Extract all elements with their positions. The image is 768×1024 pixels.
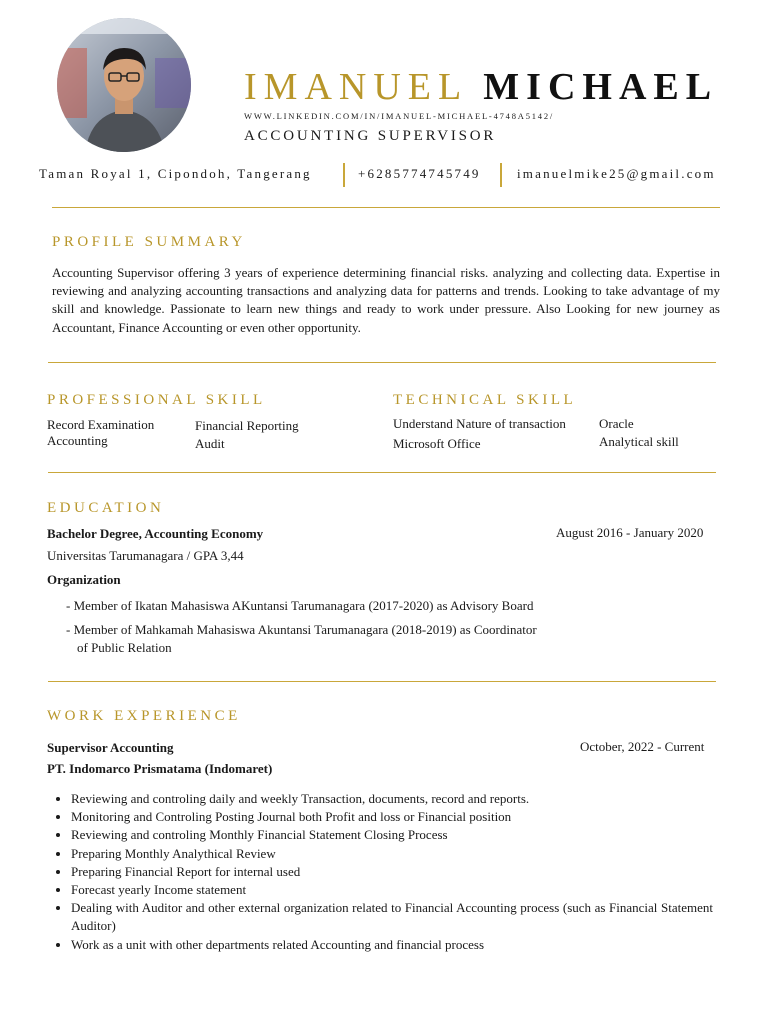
email[interactable]: imanuelmike25@gmail.com [517,166,716,181]
list-item: • Preparing Financial Report for internal used [71,863,713,881]
divider [52,207,720,208]
list-item: • Reviewing and controling daily and weekly Transaction, documents, record and reports. [71,790,713,808]
skill-item: Analytical skill [599,434,679,449]
company: PT. Indomarco Prismatama (Indomaret) [47,761,273,776]
address: Taman Royal 1, Cipondoh, Tangerang [39,166,312,181]
skill-item: Record Examination [47,417,155,432]
skill-item: Oracle [599,416,634,431]
list-item: • Reviewing and controling Monthly Financial Statement Closing Process [71,826,713,844]
organization-item: - Member of Mahkamah Mahasiswa Akuntansi Tarumanagara (2018-2019) as Coordinator [66,622,537,637]
education-heading: EDUCATION [47,500,165,516]
professional-skill-heading: PROFESSIONAL SKILL [47,392,266,408]
candidate-name [244,64,718,110]
list-item: • Dealing with Auditor and other external organization related to Financial Accounting process (such as Financial Statement Auditor) [71,899,713,935]
degree: Bachelor Degree, Accounting Economy [47,526,264,541]
divider [48,681,716,682]
work-experience-heading: WORK EXPERIENCE [47,708,241,724]
job-title: ACCOUNTING SUPERVISOR [244,128,497,144]
organization-heading: Organization [47,572,121,587]
school: Universitas Tarumanagara / GPA 3,44 [47,548,244,563]
organization-item: - Member of Ikatan Mahasiswa AKuntansi Tarumanagara (2017-2020) as Advisory Board [66,598,534,613]
responsibilities-list [52,790,713,954]
profile-photo [57,18,191,152]
divider [48,362,716,363]
skill-item: Accounting [47,433,108,448]
position: Supervisor Accounting [47,740,174,755]
profile-summary-text: Accounting Supervisor offering 3 years of experience determining financial risks. analyzing and collecting data. Expertise in reviewing and analyzing accounting transactions and analyzing data for patterns and trends. Looking to take advantage of my skill and knowledge. Passionate to learn new things and ready to work under pressure. Also Looking for new journey as Accountant, Finance Accounting or even other opportunity. [52,265,720,335]
education-dates: August 2016 - January 2020 [556,525,704,540]
skill-item: Understand Nature of transaction [393,416,566,431]
skill-item: Financial Reporting [195,418,299,433]
divider [48,472,716,473]
first-name: IMANUEL [244,66,467,108]
contact-divider [343,163,345,187]
profile-summary-heading: PROFILE SUMMARY [52,234,246,250]
skill-item: Microsoft Office [393,436,481,451]
organization-item: of Public Relation [77,640,172,655]
list-item: • Preparing Monthly Analythical Review [71,845,713,863]
linkedin-url[interactable]: WWW.LINKEDIN.COM/IN/IMANUEL-MICHAEL-4748A5142/ [244,111,555,121]
skill-item: Audit [195,436,225,451]
work-dates: October, 2022 - Current [580,739,705,754]
phone: +6285774745749 [358,166,481,181]
list-item: • Monitoring and Controling Posting Journal both Profit and loss or Financial position [71,808,713,826]
list-item: • Forecast yearly Income statement [71,881,713,899]
last-name: MICHAEL [483,66,719,108]
list-item: • Work as a unit with other departments related Accounting and financial process [71,936,713,954]
contact-divider [500,163,502,187]
technical-skill-heading: TECHNICAL SKILL [393,392,577,408]
